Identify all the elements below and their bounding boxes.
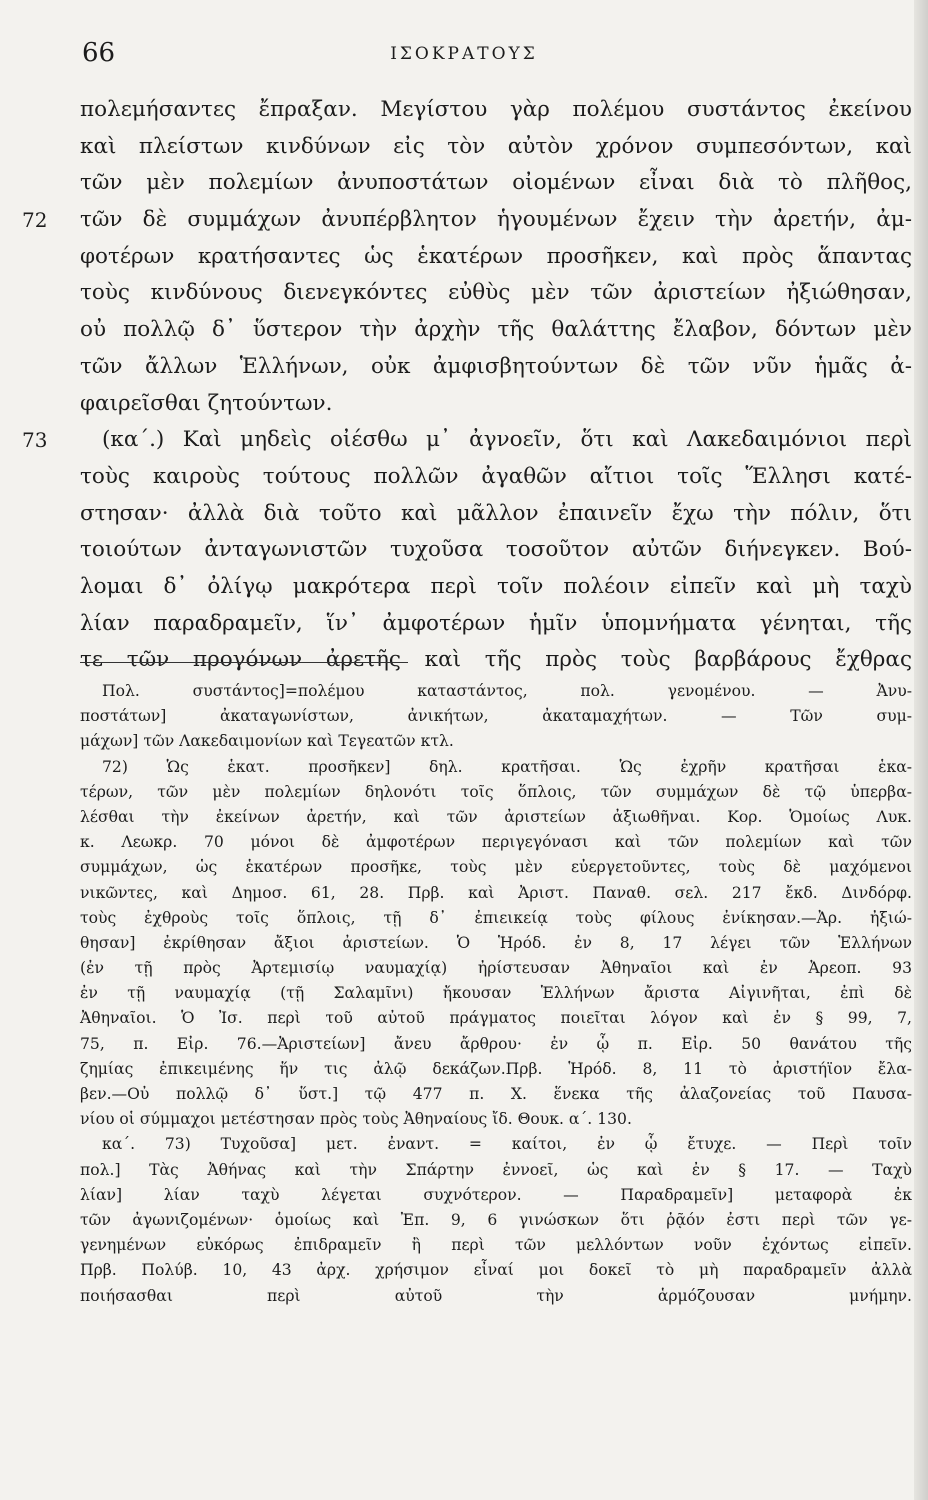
note-line: γενημένων εὐκόρως ἐπιδραμεῖν ἢ περὶ τῶν μελλόντων νοῦν ἐχόντως εἰπεῖν. xyxy=(80,1236,912,1255)
running-head: ΙΣΟΚΡΑΤΟΥΣ xyxy=(390,44,538,64)
note-line: ποιήσασθαι περὶ αὐτοῦ τὴν ἁρμόζουσαν μνήμην. xyxy=(80,1286,912,1305)
line-text: τε τῶν προγόνων ἀρετῆς καὶ τῆς πρὸς τοὺς βαρβάρους ἔχθρας xyxy=(80,647,912,673)
main-text xyxy=(22,92,912,679)
line-text: στησαν· ἀλλὰ διὰ τοῦτο καὶ μᾶλλον ἐπαινεῖν ἔχω τὴν πόλιν, ὅτι xyxy=(80,500,912,526)
line-text: (κα΄.) Καὶ μηδεὶς οἰέσθω μ᾽ ἀγνοεῖν, ὅτι καὶ Λακεδαιμόνιοι περὶ xyxy=(102,427,912,453)
commentary-notes xyxy=(80,679,912,1309)
note-line: Πρβ. Πολύβ. 10, 43 ἀρχ. χρήσιμον εἶναί μοι δοκεῖ τὸ μὴ παραδραμεῖν ἀλλὰ xyxy=(80,1261,912,1280)
line-text: τοιούτων ἀνταγωνιστῶν τυχοῦσα τοσοῦτον αὐτῶν διήνεγκεν. Βού- xyxy=(80,537,912,563)
text-line xyxy=(80,569,912,606)
text-line xyxy=(80,349,912,386)
text-line xyxy=(80,386,912,423)
text-line xyxy=(80,496,912,533)
page-edge xyxy=(914,0,928,1500)
section-number: 73 xyxy=(22,428,48,453)
note-line: Ἀθηναῖοι. Ὁ Ἰσ. περὶ τοῦ αὐτοῦ πράγματος ποιεῖται λόγον καὶ ἐν § 99, 7, xyxy=(80,1009,912,1028)
note-line: ζημίας ἐπικειμένης ἥν τις ἀλῷ δεκάζων.Πρβ. Ἡρόδ. 8, 11 τὸ ἀριστήϊον ἔλα- xyxy=(80,1059,912,1078)
text-line xyxy=(80,642,912,679)
line-text: τοὺς κινδύνους διενεγκόντες εὐθὺς μὲν τῶν ἀριστείων ἠξιώθησαν, xyxy=(80,280,912,306)
section-number: 72 xyxy=(22,208,48,233)
line-text: λομαι δ᾽ ὀλίγῳ μακρότερα περὶ τοῖν πολέοιν εἰπεῖν καὶ μὴ ταχὺ xyxy=(80,573,912,599)
note-line: νικῶντες, καὶ Δημοσ. 61, 28. Πρβ. καὶ Ἀριστ. Παναθ. σελ. 217 ἔκδ. Δινδόρφ. xyxy=(80,883,912,902)
note-line: βεν.—Οὐ πολλῷ δ᾽ ὕστ.] τῷ 477 π. Χ. ἕνεκα τῆς ἀλαζονείας τοῦ Παυσα- xyxy=(80,1085,912,1103)
page-header xyxy=(0,38,928,78)
note-line: ἐν τῇ ναυμαχίᾳ (τῇ Σαλαμῖνι) ἤκουσαν Ἑλλήνων ἄριστα Αἰγινῆται, ἐπὶ δὲ xyxy=(80,984,912,1003)
line-text: λίαν παραδραμεῖν, ἵν᾽ ἀμφοτέρων ἡμῖν ὑπομνήματα γένηται, τῆς xyxy=(80,610,912,636)
text-line xyxy=(80,92,912,129)
note-line: Πολ. συστάντος]=πολέμου καταστάντος, πολ. γενομένου. — Ἀνυ- xyxy=(102,682,912,700)
note-line: ποστάτων] ἀκαταγωνίστων, ἀνικήτων, ἀκαταμαχήτων. — Τῶν συμ- xyxy=(80,707,912,726)
text-line xyxy=(80,165,912,202)
note-line: πολ.] Τὰς Ἀθήνας καὶ τὴν Σπάρτην ἐννοεῖ, ὡς καὶ ἐν § 17. — Ταχὺ xyxy=(80,1160,912,1179)
note-line: (ἐν τῇ πρὸς Ἀρτεμισίῳ ναυμαχίᾳ) ἠρίστευσαν Ἀθηναῖοι καὶ ἐν Ἀρεοπ. 93 xyxy=(80,959,912,978)
text-line xyxy=(80,532,912,569)
footnote-rule xyxy=(80,662,408,663)
note-line: συμμάχων, ὡς ἑκατέρων προσῆκε, τοὺς μὲν εὐεργετοῦντες, τοὺς δὲ μαχόμενοι xyxy=(80,858,912,877)
text-line xyxy=(80,129,912,166)
text-line xyxy=(80,312,912,349)
line-text: τῶν μὲν πολεμίων ἀνυποστάτων οἰομένων εἶναι διὰ τὸ πλῆθος, xyxy=(80,170,912,196)
text-line xyxy=(80,275,912,312)
note-line: κα΄. 73) Τυχοῦσα] μετ. ἐναντ. = καίτοι, ἐν ᾧ ἔτυχε. — Περὶ τοῖν xyxy=(102,1135,912,1154)
note-line: τῶν ἀγωνιζομένων· ὁμοίως καὶ Ἐπ. 9, 6 γινώσκων ὅτι ῥᾷόν ἐστι περὶ τῶν γε- xyxy=(80,1210,912,1229)
text-line xyxy=(80,239,912,276)
line-text: τῶν ἄλλων Ἑλλήνων, οὐκ ἀμφισβητούντων δὲ τῶν νῦν ἡμᾶς ἀ- xyxy=(80,353,912,379)
note-line: νίου οἱ σύμμαχοι μετέστησαν πρὸς τοὺς Ἀθηναίους ἴδ. Θουκ. α΄. 130. xyxy=(80,1110,632,1129)
note-line: τοὺς ἐχθροὺς τοῖς ὅπλοις, τῇ δ᾽ ἐπιεικείᾳ τοὺς φίλους ἐνίκησαν.—Ἀρ. ἠξιώ- xyxy=(80,908,912,927)
line-text: οὐ πολλῷ δ᾽ ὕστερον τὴν ἀρχὴν τῆς θαλάττης ἔλαβον, δόντων μὲν xyxy=(80,317,912,343)
note-line: κ. Λεωκρ. 70 μόνοι δὲ ἀμφοτέρων περιγεγόνασι καὶ τῶν πολεμίων καὶ τῶν xyxy=(80,833,912,852)
text-line xyxy=(22,422,912,459)
note-line: λέσθαι τὴν ἐκείνων ἀρετήν, καὶ τῶν ἀριστείων ἀξιωθῆναι. Κορ. Ὁμοίως Λυκ. xyxy=(80,807,912,826)
line-text: πολεμήσαντες ἔπραξαν. Μεγίστου γὰρ πολέμου συστάντος ἐκείνου xyxy=(80,97,912,122)
line-text: τῶν δὲ συμμάχων ἀνυπέρβλητον ἡγουμένων ἔχειν τὴν ἀρετήν, ἀμ- xyxy=(80,207,912,233)
note-line: τέρων, τῶν μὲν πολεμίων δηλονότι τοῖς ὅπλοις, τῶν συμμάχων δὲ τῷ ὑπερβα- xyxy=(80,782,912,801)
line-text: τοὺς καιροὺς τούτους πολλῶν ἀγαθῶν αἴτιοι τοῖς Ἕλλησι κατέ- xyxy=(80,463,912,489)
line-text: φαιρεῖσθαι ζητούντων. xyxy=(80,390,333,416)
text-line xyxy=(80,459,912,496)
note-line: θησαν] ἐκρίθησαν ἄξιοι ἀριστείων. Ὁ Ἡρόδ. ἐν 8, 17 λέγει τῶν Ἑλλήνων xyxy=(80,933,912,952)
text-line xyxy=(22,202,912,239)
page-number: 66 xyxy=(82,38,116,68)
note-line: λίαν] λίαν ταχὺ λέγεται συχνότερον. — Παραδραμεῖν] μεταφορὰ ἐκ xyxy=(80,1185,912,1204)
text-line xyxy=(80,606,912,643)
note-line: μάχων] τῶν Λακεδαιμονίων καὶ Τεγεατῶν κτλ. xyxy=(80,732,454,751)
line-text: καὶ πλείστων κινδύνων εἰς τὸν αὐτὸν χρόνον συμπεσόντων, καὶ xyxy=(80,133,912,159)
line-text: φοτέρων κρατήσαντες ὡς ἑκατέρων προσῆκεν, καὶ πρὸς ἅπαντας xyxy=(80,243,912,269)
note-line: 75, π. Εἰρ. 76.—Ἀριστείων] ἄνευ ἄρθρου· ἐν ᾧ π. Εἰρ. 50 θανάτου τῆς xyxy=(80,1034,912,1053)
note-line: 72) Ὡς ἑκατ. προσῆκεν] δηλ. κρατῆσαι. Ὡς ἐχρῆν κρατῆσαι ἑκα- xyxy=(102,757,912,776)
